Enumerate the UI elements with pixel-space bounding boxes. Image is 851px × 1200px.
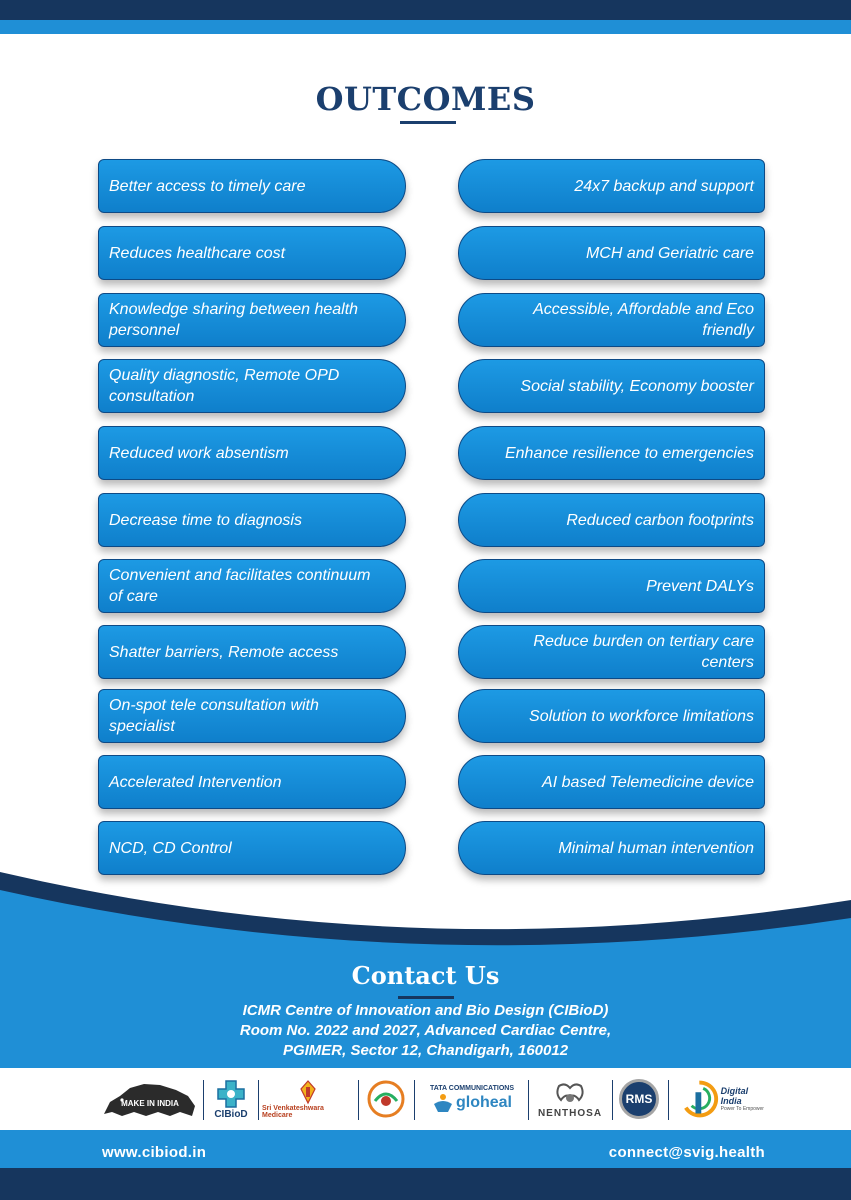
outcome-label: Solution to workforce limitations — [529, 707, 754, 725]
outcome-label: Minimal human intervention — [558, 839, 754, 857]
outcome-label: Reduced work absentism — [109, 444, 289, 462]
lion-icon — [100, 1076, 200, 1122]
ram-head-icon — [553, 1080, 587, 1108]
outcome-label: Social stability, Economy booster — [520, 377, 754, 395]
outcome-label: Accessible, Affordable and Eco friendly — [533, 301, 754, 339]
outcome-label: Knowledge sharing between health personnel — [109, 301, 359, 339]
outcome-label: On-spot tele consultation with specialist — [109, 697, 319, 735]
outcome-label: MCH and Geriatric care — [585, 244, 754, 262]
tata-text: TATA COMMUNICATIONS — [430, 1084, 514, 1092]
digital-india-tagline: Power To Empower — [720, 1106, 764, 1112]
outcome-pill-right — [458, 359, 765, 413]
bottom-band-dark — [0, 1168, 851, 1200]
digital-india-logo — [680, 1075, 770, 1123]
outcome-pill-right — [458, 689, 765, 743]
outcome-label: Reduced carbon footprints — [566, 511, 754, 529]
outcome-label: Reduces healthcare cost — [109, 244, 286, 262]
outcome-pill-left — [98, 755, 406, 809]
outcome-pill-right — [458, 159, 765, 213]
logo-separator — [203, 1080, 204, 1120]
digital-india-icon — [680, 1078, 719, 1120]
cibiod-text: CIBioD — [214, 1108, 248, 1120]
outcome-pill-right — [458, 625, 765, 679]
rms-text: RMS — [625, 1092, 653, 1106]
sri-venkateshwara-text: Sri Venkateshwara Medicare — [262, 1105, 324, 1119]
svg-text:MAKE IN INDIA: MAKE IN INDIA — [121, 1099, 179, 1108]
emblem-icon — [366, 1079, 406, 1119]
gloheal-text: gloheal — [455, 1093, 512, 1111]
outcome-label: Convenient and facilitates continuum of care — [109, 567, 371, 605]
outcome-pill-right — [458, 559, 765, 613]
logo-separator — [612, 1080, 613, 1120]
outcome-label: Shatter barriers, Remote access — [109, 643, 339, 661]
emblem-icon — [293, 1079, 323, 1105]
page-title: OUTCOMES — [315, 80, 536, 118]
logo-separator — [528, 1080, 529, 1120]
outcome-pill-left — [98, 493, 406, 547]
cibiod-logo — [208, 1075, 254, 1123]
logo-separator — [358, 1080, 359, 1120]
outcome-pill-left — [98, 426, 406, 480]
website-link[interactable]: www.cibiod.in — [102, 1144, 207, 1161]
person-icon — [432, 1092, 454, 1114]
contact-underline — [398, 996, 454, 999]
make-in-india-logo — [100, 1075, 200, 1123]
outcome-pill-right — [458, 755, 765, 809]
outcome-pill-right — [458, 226, 765, 280]
logo-separator — [258, 1080, 259, 1120]
outcome-label: Quality diagnostic, Remote OPD consultation — [109, 367, 340, 405]
outcome-label: Decrease time to diagnosis — [109, 511, 302, 529]
outcome-label: NCD, CD Control — [109, 839, 232, 857]
outcome-pill-right — [458, 493, 765, 547]
email-link[interactable]: connect@svig.health — [608, 1144, 765, 1161]
sri-venkateshwara-logo — [262, 1075, 354, 1123]
address-line: PGIMER, Sector 12, Chandigarh, 160012 — [282, 1042, 569, 1059]
digital-india-text: Digital India — [720, 1086, 749, 1106]
rms-logo — [616, 1075, 662, 1123]
outcome-pill-left — [98, 359, 406, 413]
outcome-pill-left — [98, 559, 406, 613]
outcome-label: AI based Telemedicine device — [542, 773, 754, 791]
logo-separator — [668, 1080, 669, 1120]
outcome-pill-right — [458, 293, 765, 347]
medical-cross-icon — [216, 1079, 246, 1109]
address-line: ICMR Centre of Innovation and Bio Design (CIBioD) — [242, 1002, 609, 1019]
top-bar-light — [0, 20, 851, 34]
outcome-pill-left — [98, 625, 406, 679]
icmr-emblem — [362, 1075, 410, 1123]
contact-title: Contact Us — [351, 961, 500, 990]
outcome-label: Enhance resilience to emergencies — [504, 444, 754, 462]
outcome-label: 24x7 backup and support — [574, 177, 754, 195]
outcome-label: Better access to timely care — [109, 177, 306, 195]
outcome-pill-left — [98, 159, 406, 213]
outcome-pill-left — [98, 226, 406, 280]
outcome-label: Accelerated Intervention — [109, 773, 282, 791]
title-underline — [400, 121, 456, 124]
tata-gloheal-logo — [420, 1075, 524, 1123]
outcome-label: Reduce burden on tertiary care centers — [533, 633, 754, 671]
nenthosa-text: NENTHOSA — [537, 1107, 603, 1119]
outcome-pill-left — [98, 293, 406, 347]
outcome-pill-left — [98, 689, 406, 743]
outcome-pill-right — [458, 426, 765, 480]
top-bar-dark — [0, 0, 851, 20]
address-line: Room No. 2022 and 2027, Advanced Cardiac Centre, — [239, 1022, 612, 1039]
logo-separator — [414, 1080, 415, 1120]
nenthosa-logo — [532, 1075, 608, 1123]
outcome-label: Prevent DALYs — [646, 577, 754, 595]
